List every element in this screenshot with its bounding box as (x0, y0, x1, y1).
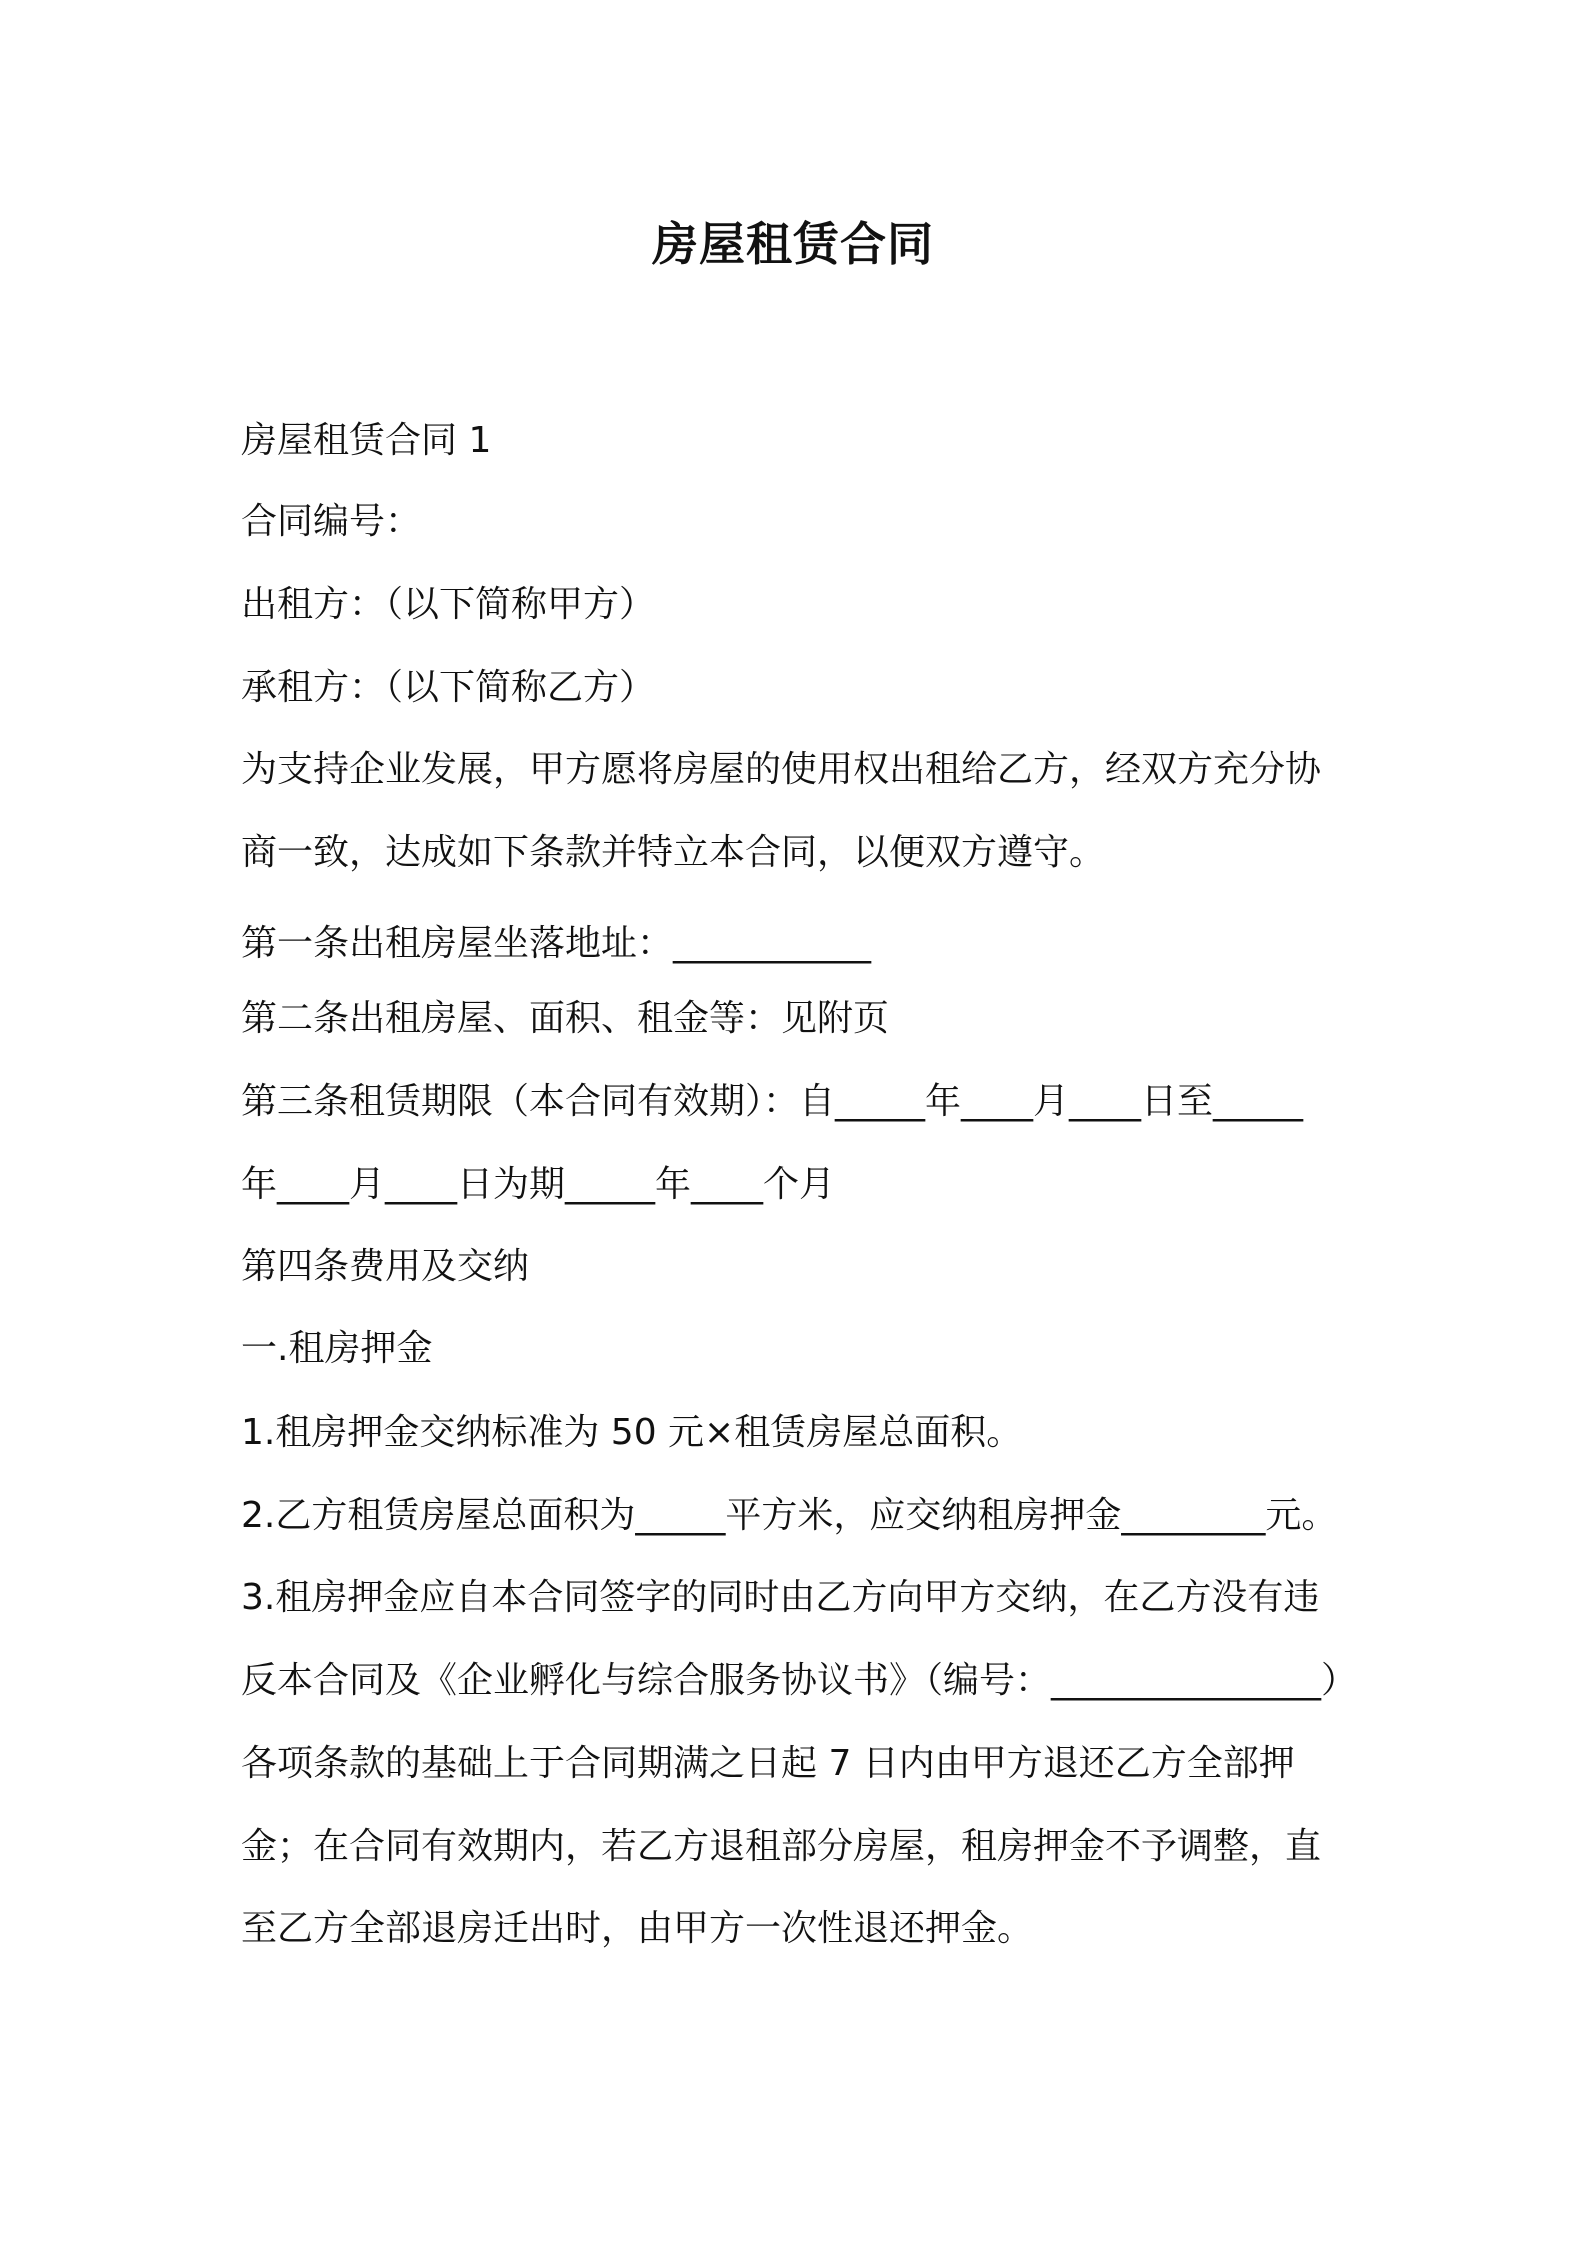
lessor-line: 出租方：（以下简称甲方） (241, 584, 656, 625)
deposit-clause-3-line-2: 反本合同及《企业孵化与综合服务协议书》（编号：_______________） (241, 1660, 1358, 1701)
contract-heading: 房屋租赁合同 1 (241, 420, 492, 461)
article-2-line: 第二条出租房屋、面积、租金等：见附页 (241, 998, 890, 1039)
article-1-line: 第一条出租房屋坐落地址：___________ (241, 923, 872, 964)
deposit-heading: 一.租房押金 (241, 1328, 433, 1369)
deposit-clause-1: 1.租房押金交纳标准为 50 元×租赁房屋总面积。 (241, 1412, 1023, 1453)
deposit-clause-2: 2.乙方租赁房屋总面积为_____平方米，应交纳租房押金________元。 (241, 1495, 1338, 1536)
deposit-clause-3-line-5: 至乙方全部退房迁出时，由甲方一次性退还押金。 (241, 1908, 1034, 1949)
article-4-heading: 第四条费用及交纳 (241, 1246, 530, 1287)
preamble-line-1: 为支持企业发展，甲方愿将房屋的使用权出租给乙方，经双方充分协 (241, 749, 1322, 790)
deposit-clause-3-line-1: 3.租房押金应自本合同签字的同时由乙方向甲方交纳，在乙方没有违 (241, 1577, 1320, 1618)
article-3-line-2: 年____月____日为期_____年____个月 (241, 1164, 836, 1205)
deposit-clause-3-line-4: 金；在合同有效期内，若乙方退租部分房屋，租房押金不予调整，直 (241, 1826, 1322, 1867)
document-title: 房屋租赁合同 (652, 217, 934, 271)
lessee-line: 承租方：（以下简称乙方） (241, 667, 656, 708)
preamble-line-2: 商一致，达成如下条款并特立本合同，以便双方遵守。 (241, 832, 1106, 873)
deposit-clause-3-line-3: 各项条款的基础上于合同期满之日起 7 日内由甲方退还乙方全部押 (241, 1743, 1295, 1784)
article-3-line-1: 第三条租赁期限（本合同有效期）：自_____年____月____日至_____ (241, 1081, 1304, 1122)
contract-number-line: 合同编号： (241, 501, 422, 542)
